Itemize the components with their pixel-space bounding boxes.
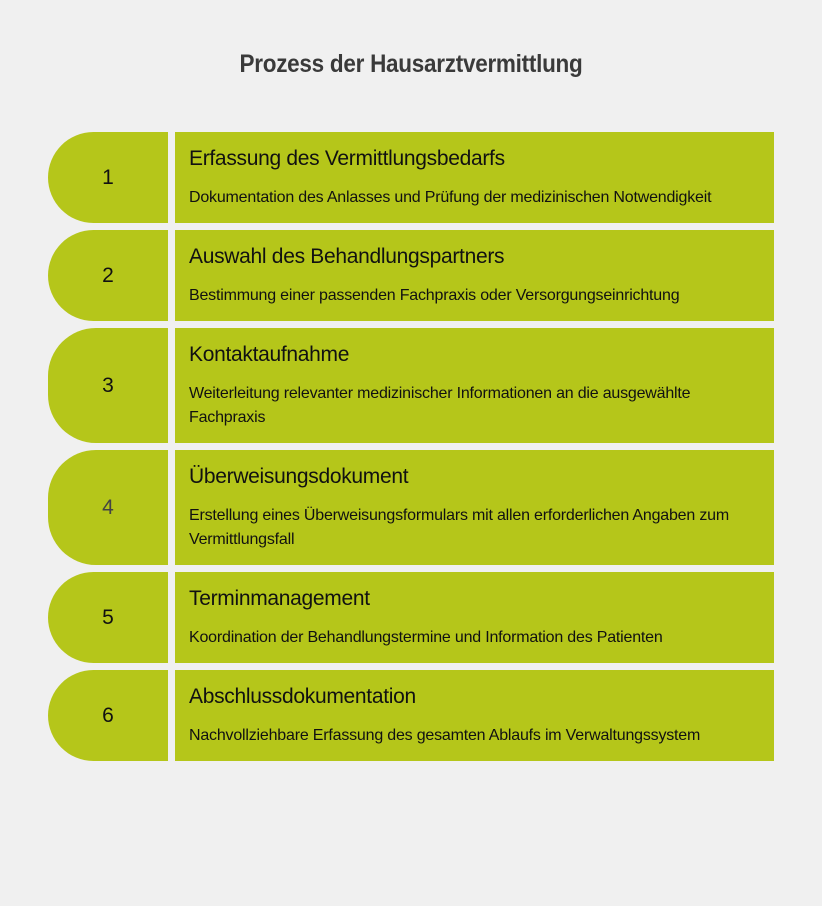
step-content — [175, 132, 774, 223]
step-title: Abschlussdokumentation — [189, 685, 416, 708]
step-content — [175, 328, 774, 443]
process-step — [48, 670, 774, 761]
step-title: Überweisungsdokument — [189, 465, 409, 488]
step-title: Terminmanagement — [189, 587, 370, 610]
step-divider — [168, 132, 175, 223]
step-description: Weiterleitung relevanter medizinischer Informationen an die ausgewählte Fachpraxis — [189, 385, 691, 426]
step-content — [175, 572, 774, 663]
step-divider — [168, 328, 175, 443]
step-title: Erfassung des Vermittlungsbedarfs — [189, 147, 505, 170]
step-number: 6 — [48, 670, 168, 761]
step-content — [175, 450, 774, 565]
step-description: Koordination der Behandlungstermine und Information des Patienten — [189, 629, 663, 646]
process-step — [48, 450, 774, 565]
step-title: Kontaktaufnahme — [189, 343, 350, 366]
step-description: Dokumentation des Anlasses und Prüfung der medizinischen Notwendigkeit — [189, 189, 712, 206]
step-description: Bestimmung einer passenden Fachpraxis oder Versorgungseinrichtung — [189, 287, 680, 304]
page-title: Prozess der Hausarztvermittlung — [239, 50, 583, 78]
step-divider — [168, 572, 175, 663]
step-divider — [168, 450, 175, 565]
step-content — [175, 670, 774, 761]
process-step — [48, 132, 774, 223]
step-number: 1 — [48, 132, 168, 223]
step-description: Erstellung eines Überweisungsformulars mit allen erforderlichen Angaben zum Vermittlungsfall — [189, 507, 729, 548]
process-steps — [48, 132, 774, 768]
step-number: 5 — [48, 572, 168, 663]
step-number: 4 — [48, 450, 168, 565]
process-step — [48, 230, 774, 321]
step-number: 3 — [48, 328, 168, 443]
step-title: Auswahl des Behandlungspartners — [189, 245, 505, 268]
step-description: Nachvollziehbare Erfassung des gesamten Ablaufs im Verwaltungssystem — [189, 727, 701, 744]
process-step — [48, 328, 774, 443]
process-step — [48, 572, 774, 663]
step-divider — [168, 670, 175, 761]
step-content — [175, 230, 774, 321]
step-number: 2 — [48, 230, 168, 321]
step-divider — [168, 230, 175, 321]
